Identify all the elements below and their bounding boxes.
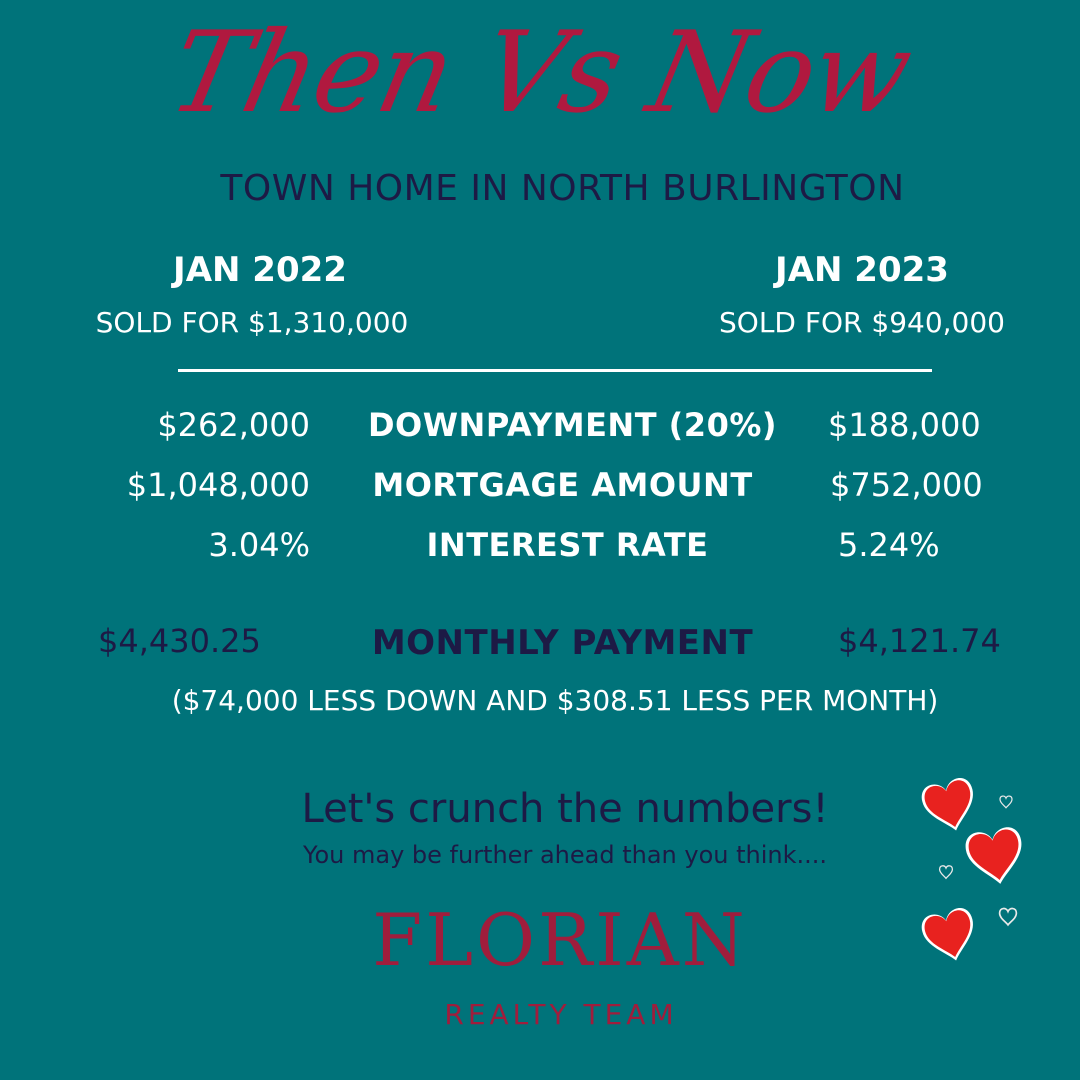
monthly-label: MONTHLY PAYMENT — [371, 623, 754, 663]
page-title: Then Vs Now — [159, 8, 921, 138]
then-year: JAN 2022 — [173, 250, 347, 290]
page-subtitle: TOWN HOME IN NORTH BURLINGTON — [220, 168, 905, 209]
heart-outline-icon — [940, 866, 953, 879]
heart-outline-icon — [1000, 796, 1012, 808]
heart-icon — [919, 775, 981, 836]
mortgage-label: MORTGAGE AMOUNT — [372, 466, 753, 504]
interest-then: 3.04% — [208, 526, 310, 564]
now-sold-price: SOLD FOR $940,000 — [719, 306, 1005, 339]
savings-note: ($74,000 LESS DOWN AND $308.51 LESS PER MONTH) — [171, 684, 939, 717]
heart-icon — [919, 905, 981, 966]
monthly-now: $4,121.74 — [838, 622, 1001, 660]
hearts-decoration — [910, 770, 1040, 970]
divider — [178, 369, 932, 372]
downpayment-label: DOWNPAYMENT (20%) — [367, 406, 778, 444]
mortgage-now: $752,000 — [830, 466, 983, 504]
cta-subline: You may be further ahead than you think.... — [302, 841, 827, 869]
downpayment-then: $262,000 — [157, 406, 310, 444]
heart-outline-icon — [1000, 909, 1017, 925]
mortgage-then: $1,048,000 — [126, 466, 310, 504]
brand-subtitle: REALTY TEAM — [444, 998, 678, 1031]
monthly-then: $4,430.25 — [98, 622, 261, 660]
heart-icon — [963, 825, 1028, 889]
interest-label: INTEREST RATE — [426, 526, 709, 564]
downpayment-now: $188,000 — [828, 406, 981, 444]
now-year: JAN 2023 — [775, 250, 949, 290]
brand-logo: FLORIAN — [372, 898, 748, 982]
then-sold-price: SOLD FOR $1,310,000 — [95, 306, 409, 339]
interest-now: 5.24% — [838, 526, 940, 564]
cta-headline: Let's crunch the numbers! — [301, 786, 829, 832]
